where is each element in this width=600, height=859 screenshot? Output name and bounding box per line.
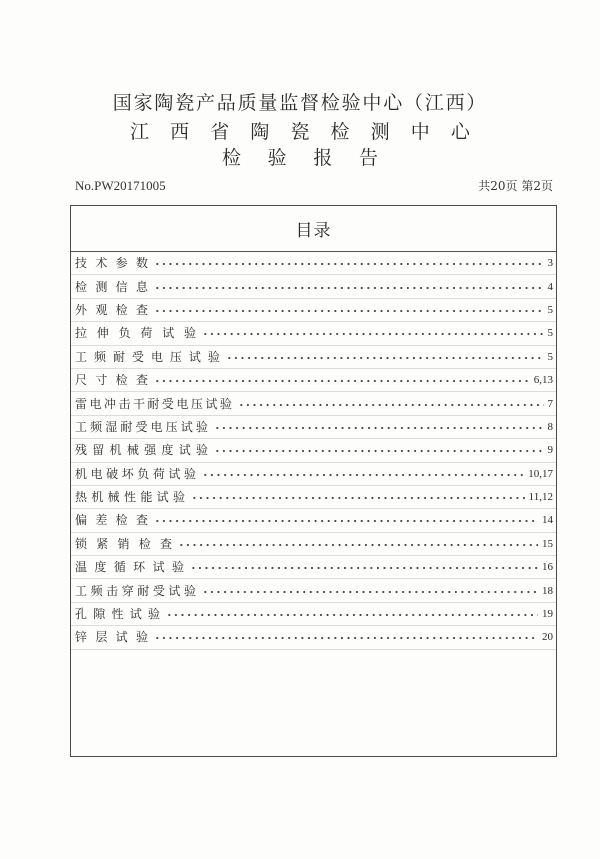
dot-leader xyxy=(154,636,538,640)
toc-entry xyxy=(71,346,556,369)
report-number: No.PW20171005 xyxy=(75,178,166,193)
toc-entry-page: 5 xyxy=(547,303,553,316)
toc-entry-title: 技 术 参 数 xyxy=(75,256,148,271)
toc-entry-page: 9 xyxy=(547,444,553,457)
toc-entry xyxy=(71,439,556,462)
toc-entry-title: 热 机 械 性 能 试 验 xyxy=(75,490,185,505)
toc-title: 目录 xyxy=(71,206,556,252)
toc-entry-page: 18 xyxy=(542,584,553,597)
toc-entry xyxy=(71,392,556,415)
toc-entry-title: 检 测 信 息 xyxy=(75,279,148,294)
toc-entry-page: 7 xyxy=(547,397,553,410)
dot-leader xyxy=(214,426,544,430)
toc-entry xyxy=(71,533,556,556)
organization-name: 国家陶瓷产品质量监督检验中心（江西） xyxy=(112,92,488,114)
toc-entry xyxy=(71,556,556,579)
toc-entry xyxy=(71,416,556,439)
dot-leader xyxy=(178,543,538,547)
toc-entry-page: 8 xyxy=(547,420,553,433)
toc-entry-page: 19 xyxy=(542,608,553,621)
toc-entry xyxy=(71,603,556,626)
page-count: 共20页 第2页 xyxy=(478,179,553,193)
toc-entry xyxy=(71,509,556,532)
dot-leader xyxy=(154,379,530,383)
dot-leader xyxy=(154,309,544,313)
toc-entry-title: 孔 隙 性 试 验 xyxy=(75,607,160,622)
table-of-contents xyxy=(70,205,557,757)
toc-entry-title: 偏 差 检 查 xyxy=(75,513,148,528)
toc-entry xyxy=(71,275,556,298)
dot-leader xyxy=(202,473,524,477)
toc-entry-title: 雷 电 冲 击 干 耐 受 电 压 试 验 xyxy=(75,396,232,411)
toc-entry-page: 16 xyxy=(542,561,553,574)
toc-entry-page: 5 xyxy=(547,327,553,340)
toc-entry-page: 14 xyxy=(542,514,553,527)
dot-leader xyxy=(214,449,544,453)
dot-leader xyxy=(226,356,544,360)
toc-entry xyxy=(71,322,556,345)
dot-leader xyxy=(154,262,544,266)
report-type-title: 检 验 报 告 xyxy=(222,147,378,169)
toc-entry xyxy=(71,369,556,392)
dot-leader xyxy=(202,332,544,336)
toc-entry-title: 外 观 检 查 xyxy=(75,302,148,317)
toc-entry-page: 15 xyxy=(542,537,553,550)
toc-entry-title: 尺 寸 检 查 xyxy=(75,373,148,388)
dot-leader xyxy=(191,496,525,500)
toc-entry-title: 温 度 循 环 试 验 xyxy=(75,560,184,575)
toc-entry-page: 3 xyxy=(547,257,553,270)
toc-entry-title: 残 留 机 械 强 度 试 验 xyxy=(75,443,208,458)
toc-entry xyxy=(71,299,556,322)
toc-entry-page: 10,17 xyxy=(528,467,553,480)
toc-entry-title: 锌 层 试 验 xyxy=(75,630,148,645)
toc-entry-page: 5 xyxy=(547,350,553,363)
toc-entry xyxy=(71,463,556,486)
dot-leader xyxy=(154,519,538,523)
toc-entry-title: 锁 紧 销 检 查 xyxy=(75,536,172,551)
center-name: 江 西 省 陶 瓷 检 测 中 心 xyxy=(130,121,470,143)
dot-leader xyxy=(154,286,544,290)
toc-entry xyxy=(71,486,556,509)
toc-entry-page: 11,12 xyxy=(528,491,553,504)
dot-leader xyxy=(166,613,538,617)
toc-entry-title: 工 频 击 穿 耐 受 试 验 xyxy=(75,583,196,598)
toc-entry-page: 20 xyxy=(542,631,553,644)
toc-entry-page: 6,13 xyxy=(533,374,553,387)
toc-entry-title: 工 频 耐 受 电 压 试 验 xyxy=(75,349,220,364)
dot-leader xyxy=(190,566,538,570)
toc-entry-page: 4 xyxy=(547,280,553,293)
dot-leader xyxy=(202,590,538,594)
toc-entry xyxy=(71,579,556,602)
toc-entry xyxy=(71,626,556,649)
toc-entry-title: 拉 伸 负 荷 试 验 xyxy=(75,326,196,341)
toc-entry-title: 工 频 湿 耐 受 电 压 试 验 xyxy=(75,419,208,434)
toc-entry xyxy=(71,252,556,275)
toc-entry-title: 机 电 破 坏 负 荷 试 验 xyxy=(75,466,196,481)
dot-leader xyxy=(238,403,544,407)
